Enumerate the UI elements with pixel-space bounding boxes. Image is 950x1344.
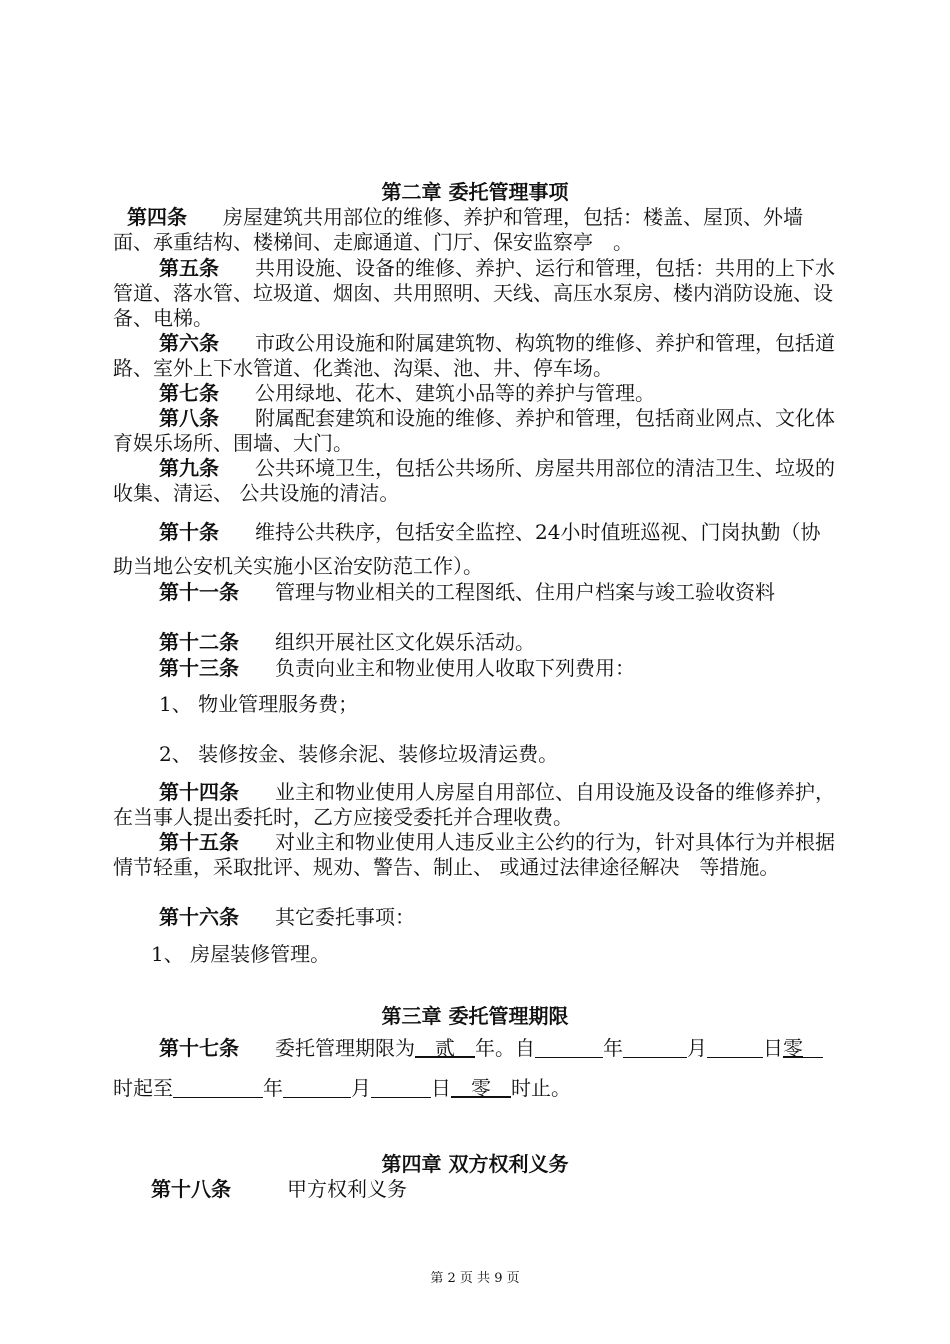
article-12-text: 组织开展社区文化娱乐活动。 <box>275 630 535 654</box>
start-day-label: 日 <box>763 1036 783 1060</box>
fee-item-2: 2、 装修按金、装修余泥、装修垃圾清运费。 <box>159 742 559 766</box>
start-hour-blank <box>803 1036 823 1058</box>
article-12-label: 第十二条 <box>159 630 239 654</box>
article-17-t4: 时止。 <box>511 1076 571 1100</box>
end-hour-value: 零 <box>471 1076 491 1100</box>
article-10-label: 第十条 <box>159 520 219 544</box>
article-8 <box>113 406 838 456</box>
article-9-label: 第九条 <box>159 456 219 480</box>
article-17-t3: 时起至 <box>113 1076 173 1100</box>
article-4-label: 第四条 <box>127 205 187 229</box>
end-month-blank <box>283 1076 351 1098</box>
article-9-text: 公共环境卫生，包括公共场所、房屋共用部位的清洁卫生、垃圾的收集、清运、 公共设施的清洁。 <box>113 456 835 505</box>
start-hour-value: 零 <box>783 1036 803 1060</box>
article-11-text: 管理与物业相关的工程图纸、住用户档案与竣工验收资料 <box>275 580 775 604</box>
chapter-3-heading: 第三章 委托管理期限 <box>381 1004 569 1028</box>
start-year-label: 年 <box>603 1036 623 1060</box>
article-15 <box>113 830 838 880</box>
article-10-text: 维持公共秩序，包括安全监控、24小时值班巡视、门岗执勤（协助当地公安机关实施小区治安防范工作）。 <box>113 520 821 578</box>
article-17-t2: 年。自 <box>475 1036 535 1060</box>
article-18-label: 第十八条 <box>151 1177 231 1201</box>
article-6-text: 市政公用设施和附属建筑物、构筑物的维修、养护和管理，包括道路、室外上下水管道、化粪池、沟渠、池、井、停车场。 <box>113 331 835 380</box>
fee-item-1: 1、 物业管理服务费； <box>159 692 359 716</box>
article-16-label: 第十六条 <box>159 905 239 929</box>
article-11 <box>113 580 838 605</box>
end-day-blank <box>371 1076 431 1098</box>
article-6-label: 第六条 <box>159 331 219 355</box>
article-7 <box>113 381 838 406</box>
start-month-blank <box>623 1036 687 1058</box>
page-footer: 第 2 页 共 9 页 <box>430 1271 520 1286</box>
article-16-text: 其它委托事项： <box>275 905 415 929</box>
article-5-label: 第五条 <box>159 256 219 280</box>
article-14-text: 业主和物业使用人房屋自用部位、自用设施及设备的维修养护，在当事人提出委托时，乙方应接受委托并合理收费。 <box>113 780 835 829</box>
end-year-label: 年 <box>263 1076 283 1100</box>
end-year-blank <box>173 1076 263 1098</box>
article-13-text: 负责向业主和物业使用人收取下列费用： <box>275 656 635 680</box>
article-5 <box>113 256 838 331</box>
article-13 <box>113 656 838 681</box>
article-10 <box>113 515 838 583</box>
article-7-text: 公用绿地、花木、建筑小品等的养护与管理。 <box>255 381 655 405</box>
article-8-text: 附属配套建筑和设施的维修、养护和管理，包括商业网点、文化体育娱乐场所、围墙、大门。 <box>113 406 835 455</box>
other-item-1: 1、 房屋装修管理。 <box>151 942 331 966</box>
article-5-text: 共用设施、设备的维修、养护、运行和管理，包括：共用的上下水管道、落水管、垃圾道、烟囱、共用照明、天线、高压水泵房、楼内消防设施、设备、电梯。 <box>113 256 835 330</box>
start-month-label: 月 <box>687 1036 707 1060</box>
article-15-label: 第十五条 <box>159 830 239 854</box>
article-17-label: 第十七条 <box>159 1036 239 1060</box>
article-14-label: 第十四条 <box>159 780 239 804</box>
article-4-text: 房屋建筑共用部位的维修、养护和管理，包括：楼盖、屋顶、外墙面、承重结构、楼梯间、走廊通道、门厅、保安监察亭 。 <box>113 205 803 254</box>
article-6 <box>113 331 838 381</box>
article-11-label: 第十一条 <box>159 580 239 604</box>
end-month-label: 月 <box>351 1076 371 1100</box>
article-18 <box>113 1177 838 1202</box>
article-18-text: 甲方权利义务 <box>287 1177 407 1201</box>
article-12 <box>113 630 838 655</box>
article-17-t1: 委托管理期限为 <box>275 1036 415 1060</box>
term-years-value: 贰 <box>435 1036 455 1060</box>
article-4 <box>113 205 838 255</box>
end-day-label: 日 <box>431 1076 451 1100</box>
article-16 <box>113 905 838 930</box>
article-7-label: 第七条 <box>159 381 219 405</box>
article-9 <box>113 456 838 506</box>
article-13-label: 第十三条 <box>159 656 239 680</box>
article-17 <box>113 1028 838 1108</box>
article-14 <box>113 780 838 830</box>
article-8-label: 第八条 <box>159 406 219 430</box>
chapter-2-heading: 第二章 委托管理事项 <box>381 180 569 204</box>
start-day-blank <box>707 1036 763 1058</box>
article-15-text: 对业主和物业使用人违反业主公约的行为，针对具体行为并根据情节轻重，采取批评、规劝、警告、制止、 或通过法律途径解决 等措施。 <box>113 830 835 879</box>
start-year-blank <box>535 1036 603 1058</box>
chapter-4-heading: 第四章 双方权利义务 <box>381 1152 569 1176</box>
